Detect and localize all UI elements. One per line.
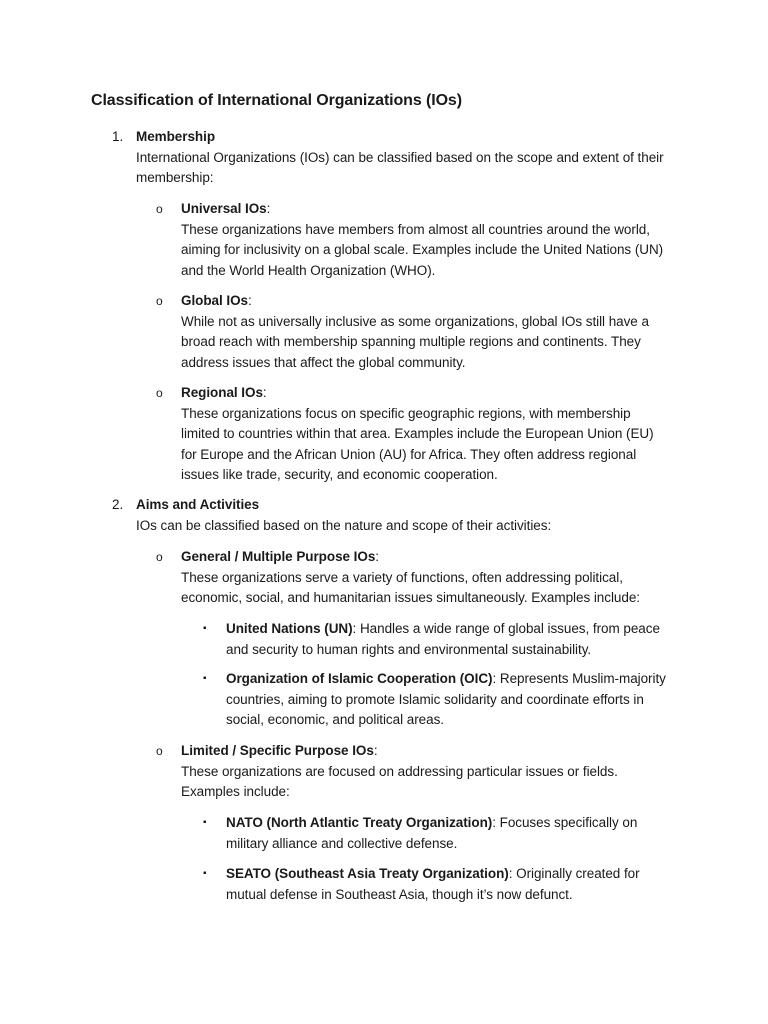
example-text-line: mutual defense in Southeast Asia, though it’s now defunct. xyxy=(226,886,573,902)
section-heading: Membership xyxy=(136,129,216,144)
example-text: : Handles a wide range of global issues, from peace xyxy=(352,621,660,636)
section-intro-line: membership: xyxy=(136,170,214,185)
sub-text-line: for Europe and the African Union (AU) for Africa. They often address regional xyxy=(181,446,637,462)
example-text: : Originally created for xyxy=(508,866,640,881)
circle-bullet-icon: o xyxy=(156,386,163,400)
sub-text-line: While not as universally inclusive as some organizations, global IOs still have a xyxy=(181,313,649,329)
section-heading: Aims and Activities xyxy=(136,497,260,512)
square-bullet-icon: ▪ xyxy=(203,673,207,684)
sub-text-line: and the World Health Organization (WHO). xyxy=(181,262,436,278)
example-name: NATO (North Atlantic Treaty Organization) xyxy=(226,815,493,830)
section-intro-line: International Organizations (IOs) can be classified based on the scope and extent of their xyxy=(136,149,664,165)
sub-text-line: These organizations are focused on addressing particular issues or fields. xyxy=(181,763,618,779)
circle-bullet-icon: o xyxy=(156,202,163,216)
square-bullet-icon: ▪ xyxy=(203,868,207,879)
example-text: : Focuses specifically on xyxy=(492,815,638,830)
example-text: : Represents Muslim-majority xyxy=(492,671,666,686)
sub-text-line: These organizations have members from almost all countries around the world, xyxy=(181,221,650,237)
example-name: Organization of Islamic Cooperation (OIC) xyxy=(226,671,493,686)
sub-label: General / Multiple Purpose IOs xyxy=(181,549,376,564)
sub-text-line: issues like trade, security, and economic cooperation. xyxy=(181,467,498,482)
page-title: Classification of International Organizations (IOs) xyxy=(91,92,462,109)
sub-label: Limited / Specific Purpose IOs xyxy=(181,743,374,758)
sub-label: Global IOs xyxy=(181,293,249,308)
square-bullet-icon: ▪ xyxy=(203,817,207,828)
sub-text-line: These organizations focus on specific geographic regions, with membership xyxy=(181,405,631,421)
circle-bullet-icon: o xyxy=(156,294,163,308)
document-page: Classification of International Organizations (IOs) 1. Membership International Organizations (IOs) can be classified based on the scope and extent of their membership: o Universal IOs: These organizations have members from almost all countries around the world, aiming for inclusivity on a global scale. Examples include the United Nations (UN) and the World Health Organization (WHO). o Global IOs: While not as universally inclusive as some organizations, global IOs still have a broad reach with membership spanning multiple regions and continents. They address issues that affect the global community. o Regional IOs: These organizations focus on specific geographic regions, with membership limited to countries within that area. Examples include the European Union (EU) for Europe and the African Union (AU) for Africa. They often address regional issues like trade, security, and economic cooperation. 2. Aims and Activities IOs can be classified based on the nature and scope of their activities: o General / Multiple Purpose IOs: These organizations serve a variety of functions, often addressing political, economic, social, and humanitarian issues simultaneously. Examples include: ▪ United Nations (UN): Handles a wide range of global issues, from peace and security to human rights and environmental sustainability. ▪ Organization of Islamic Cooperation (OIC): Represents Muslim-majority countries, aiming to promote Islamic solidarity and coordinate efforts in social, economic, and political areas. o Limited / Specific Purpose IOs: These organizations are focused on addressing particular issues or fields. Examples include: ▪ NATO (North Atlantic Treaty Organization): Focuses specifically on military alliance and collective defense. ▪ SEATO (Southeast Asia Treaty Organization): Originally created for mutual defense in Southeast Asia, though it’s now defunct. xyxy=(0,0,768,1024)
circle-bullet-icon: o xyxy=(156,744,163,758)
sub-label: Regional IOs xyxy=(181,385,263,400)
example-text-line: social, economic, and political areas. xyxy=(226,712,444,727)
example-text-line: countries, aiming to promote Islamic solidarity and coordinate efforts in xyxy=(226,691,644,707)
circle-bullet-icon: o xyxy=(156,550,163,564)
example-text-line: military alliance and collective defense. xyxy=(226,835,458,851)
section-number: 2. xyxy=(112,497,124,512)
example-name: United Nations (UN) xyxy=(226,621,353,636)
sub-text-line: address issues that affect the global community. xyxy=(181,354,466,370)
example-name: SEATO (Southeast Asia Treaty Organization) xyxy=(226,866,509,881)
section-intro-line: IOs can be classified based on the nature and scope of their activities: xyxy=(136,517,552,533)
sub-text-line: aiming for inclusivity on a global scale. Examples include the United Nations (UN) xyxy=(181,242,664,257)
sub-text-line: These organizations serve a variety of functions, often addressing political, xyxy=(181,569,623,585)
sub-label: Universal IOs xyxy=(181,201,267,216)
sub-text-line: limited to countries within that area. Examples include the European Union (EU) xyxy=(181,426,654,441)
sub-text-line: broad reach with membership spanning multiple regions and continents. They xyxy=(181,334,641,349)
sub-text-line: economic, social, and humanitarian issues simultaneously. Examples include: xyxy=(181,590,640,605)
sub-text-line: Examples include: xyxy=(181,784,290,799)
section-number: 1. xyxy=(112,129,124,144)
example-text-line: and security to human rights and environmental sustainability. xyxy=(226,641,592,657)
square-bullet-icon: ▪ xyxy=(203,623,207,634)
